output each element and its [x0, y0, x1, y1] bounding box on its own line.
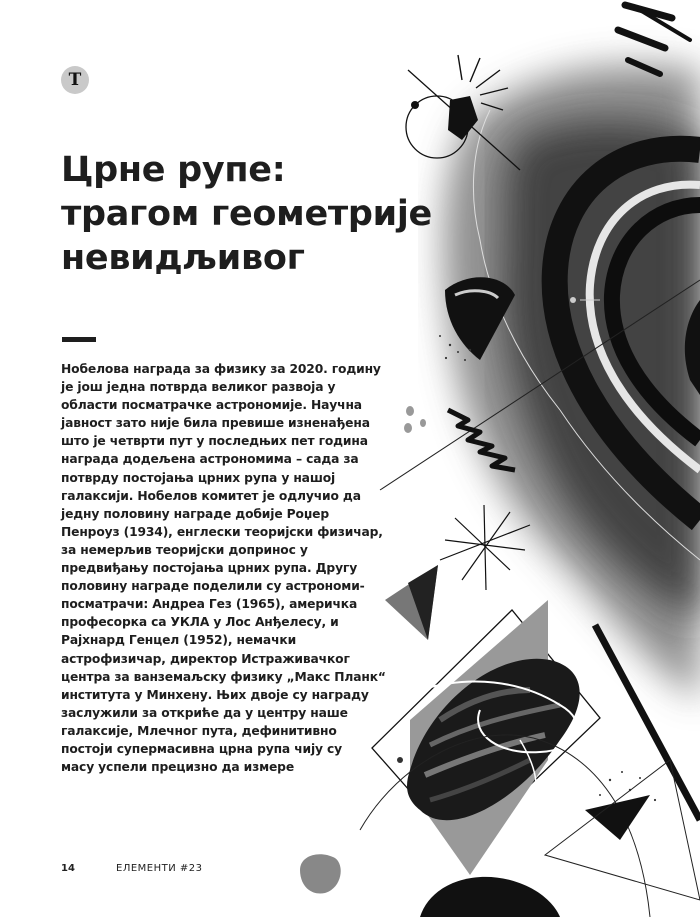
grey-dot	[570, 297, 576, 303]
striped-capsule	[407, 659, 580, 820]
body-line: за немерљив теоријски допринос у	[61, 542, 308, 557]
small-dot	[411, 101, 419, 109]
body-line: Нобелова награда за физику за 2020. годину	[61, 362, 381, 376]
body-line: Пенроуз (1934), енглески теоријски физичар,	[61, 524, 383, 539]
body-line: што је четврти пут у последњих пет година	[61, 434, 368, 449]
body-line: посматрачи: Андреа Гез (1965), америчка	[61, 597, 358, 612]
body-line: једну половину награде добије Роџер	[61, 506, 330, 521]
body-line: области посматрачке астрономије. Научна	[61, 398, 362, 413]
magazine-issue: ЕЛЕМЕНТИ #23	[116, 863, 203, 874]
body-line: је још једна потврда великог развоја у	[61, 380, 336, 395]
body-line: јавност зато није била превише изненађена	[61, 416, 370, 431]
body-line: Рајхнард Генцел (1952), немачки	[61, 633, 297, 648]
body-line: професорка са УКЛА у Лос Анђелесу, и	[61, 615, 339, 630]
article-body	[61, 360, 386, 776]
body-line: постоји супермасивна црна рупа чију су	[61, 741, 343, 756]
body-line: награда додељена астрономима – сада за	[61, 452, 359, 467]
body-line: потврду постојања црних рупа у нашој	[61, 470, 336, 485]
dark-half-circle	[420, 877, 560, 917]
body-line: астрофизичар, директор Истраживачког	[61, 651, 350, 666]
stripe-top-2	[618, 30, 665, 48]
body-line: центра за ванземаљску физику „Макс Планк“	[61, 669, 386, 684]
body-line: галаксије, Млечног пута, дефинитивно	[61, 723, 337, 738]
page-number: 14	[61, 863, 75, 874]
halo-core	[504, 121, 700, 620]
body-line: предвиђању постојања црних рупа. Другу	[61, 561, 358, 576]
bottom-dot	[397, 757, 403, 763]
dots-cluster	[404, 406, 426, 433]
title-line: невидљивог	[61, 238, 305, 278]
body-line: заслужили за откриће да у центру наше	[61, 705, 348, 720]
grey-blob	[300, 854, 341, 893]
badge-letter: Т	[68, 70, 82, 90]
body-line: масу успели прецизно да измере	[61, 760, 295, 775]
title-line: трагом геометрије	[61, 194, 432, 234]
article-title	[61, 148, 461, 280]
title-line: Црне рупе:	[61, 150, 286, 190]
body-line: института у Минхену. Њих двоје су награду	[61, 687, 369, 702]
starburst	[440, 505, 530, 590]
title-rule	[62, 337, 96, 342]
section-badge	[61, 66, 89, 94]
body-line: галаксији. Нобелов комитет је одлучио да	[61, 488, 361, 503]
body-line: половину награде поделили су астрономи-	[61, 579, 365, 594]
